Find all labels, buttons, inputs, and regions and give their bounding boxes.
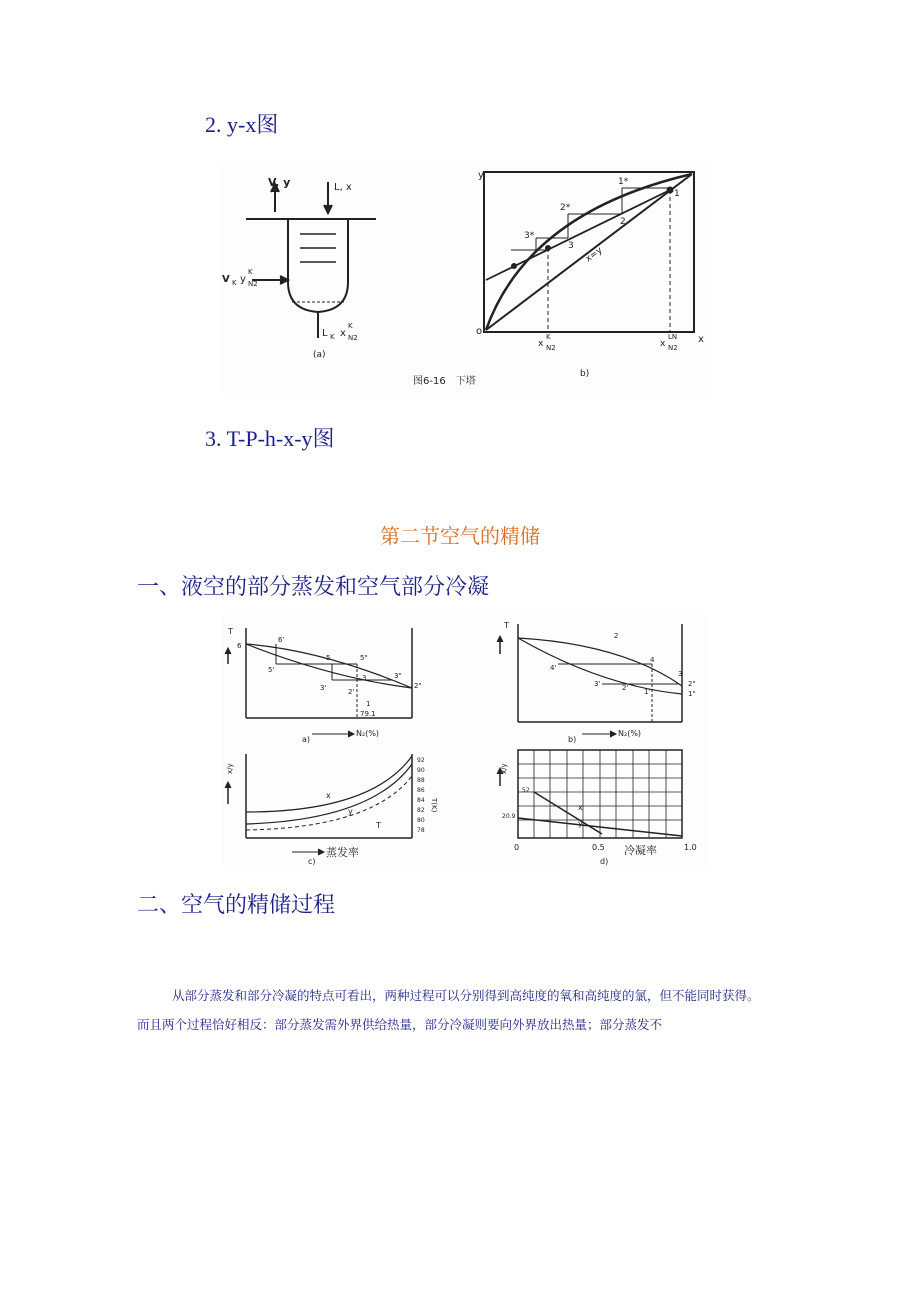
yx-xk-sub: N2 bbox=[546, 344, 556, 352]
c-tick-84: 84 bbox=[417, 797, 425, 804]
b-pt-4p: 4' bbox=[550, 664, 557, 672]
c-label: c) bbox=[308, 857, 316, 866]
yx-xl-sup: LN bbox=[668, 333, 678, 341]
figure-lower-column-svg bbox=[218, 162, 712, 394]
label-lx: L, x bbox=[334, 182, 352, 193]
diagram-c bbox=[225, 754, 412, 855]
label-vk-y: y bbox=[240, 274, 246, 285]
d-tick-05: 0.5 bbox=[592, 843, 605, 852]
label-lk: L bbox=[322, 328, 328, 339]
a-pt-2p: 2' bbox=[348, 688, 355, 696]
a-x-axis: N₂(%) bbox=[356, 729, 380, 738]
c-right-ticks bbox=[417, 757, 425, 834]
yx-pt-2star: 2* bbox=[560, 203, 571, 213]
b-pt-2p: 2' bbox=[622, 684, 629, 692]
label-lk-x-sub: N2 bbox=[348, 334, 358, 342]
diagram-d bbox=[497, 750, 682, 838]
figure1-caption: 图6-16 下塔 bbox=[413, 376, 476, 387]
b-pt-3: 3 bbox=[678, 670, 683, 678]
label-lk-sub: K bbox=[330, 333, 335, 341]
d-y-axis: x/y bbox=[500, 763, 508, 774]
b-pt-1p: 1' bbox=[644, 688, 651, 696]
d-x-axis: 冷凝率 bbox=[624, 844, 657, 857]
yx-pt-3: 3 bbox=[568, 241, 574, 251]
d-tick-209: 20.9 bbox=[502, 813, 516, 820]
d-curve-y: y bbox=[578, 819, 583, 828]
column-sketch bbox=[246, 182, 376, 338]
a-pt-3: 3 bbox=[362, 674, 367, 682]
heading-tphxy-diagram: 3. T-P-h-x-y图 bbox=[205, 426, 335, 451]
section-title: 第二节空气的精储 bbox=[380, 524, 540, 548]
a-pt-2pp: 2" bbox=[414, 682, 422, 690]
b-pt-1pp: 1" bbox=[688, 690, 696, 698]
c-tick-86: 86 bbox=[417, 787, 425, 794]
a-y-axis: T bbox=[228, 627, 233, 636]
c-tick-80: 80 bbox=[417, 817, 425, 824]
yx-xl-sub: N2 bbox=[668, 344, 678, 352]
heading-y-x-diagram: 2. y-x图 bbox=[205, 112, 279, 137]
yx-y-axis: y bbox=[478, 170, 484, 181]
diagram-b bbox=[497, 624, 682, 737]
c-curve-y: y bbox=[348, 807, 353, 816]
d-label: d) bbox=[600, 857, 609, 866]
d-curve-x: x bbox=[578, 803, 583, 812]
yx-pt-1star: 1* bbox=[618, 177, 629, 187]
d-tick-52: 52 bbox=[522, 787, 530, 794]
label-vy: V, y bbox=[268, 176, 291, 189]
figure-evaporation-condensation bbox=[222, 614, 710, 868]
subheading-rectification-process: 二、空气的精储过程 bbox=[137, 893, 336, 918]
figure-evaporation-condensation-svg bbox=[222, 614, 710, 868]
a-label: a) bbox=[302, 735, 311, 744]
a-pt-5pp: 5" bbox=[360, 654, 368, 662]
c-tick-88: 88 bbox=[417, 777, 425, 784]
yx-xk-sup: K bbox=[546, 333, 551, 341]
c-y-axis: x/y bbox=[226, 763, 234, 774]
c-curve-x: x bbox=[326, 791, 331, 800]
paragraph-line-1: 从部分蒸发和部分冷凝的特点可看出，两种过程可以分别得到高纯度的氧和高纯度的氯，但不能同时获得。 bbox=[172, 988, 760, 1003]
b-pt-4: 4 bbox=[650, 656, 655, 664]
label-vk-y-sup: K bbox=[248, 268, 253, 276]
a-pt-3p: 3' bbox=[320, 684, 327, 692]
d-tick-0: 0 bbox=[514, 843, 520, 852]
paragraph-line-2: 而且两个过程恰好相反：部分蒸发需外界供给热量，部分冷凝则要向外界放出热量；部分蒸发不 bbox=[137, 1017, 663, 1032]
a-pt-6p: 6' bbox=[278, 636, 285, 644]
c-tick-92: 92 bbox=[417, 757, 425, 764]
yx-pt-2: 2 bbox=[620, 217, 626, 227]
a-pt-3pp: 3" bbox=[394, 672, 402, 680]
d-tick-10: 1.0 bbox=[684, 843, 697, 852]
yx-pt-1: 1 bbox=[674, 189, 680, 199]
a-pt-1: 1 bbox=[366, 700, 371, 708]
c-tick-82: 82 bbox=[417, 807, 425, 814]
yx-pt-3star: 3* bbox=[524, 231, 535, 241]
c-tick-78: 78 bbox=[417, 827, 425, 834]
b-pt-3p: 3' bbox=[594, 680, 601, 688]
b-x-axis: N₂(%) bbox=[618, 729, 642, 738]
c-x-axis: 蒸发率 bbox=[326, 846, 359, 859]
label-lk-x: x bbox=[340, 328, 346, 339]
a-pt-5p: 5' bbox=[268, 666, 275, 674]
yx-xk: x bbox=[538, 339, 544, 349]
b-pt-2: 2 bbox=[614, 632, 619, 640]
yx-x-axis: x bbox=[698, 334, 704, 345]
b-pt-2pp: 2" bbox=[688, 680, 696, 688]
label-vk-y-sub: N2 bbox=[248, 280, 258, 288]
figure-lower-column bbox=[218, 162, 712, 394]
b-y-axis: T bbox=[504, 621, 509, 630]
label-a: (a) bbox=[313, 350, 326, 360]
label-vk: V bbox=[222, 274, 230, 285]
label-vk-sub: K bbox=[232, 279, 237, 287]
yx-diag-label: x=y bbox=[583, 245, 605, 265]
yx-xl: x bbox=[660, 339, 666, 349]
subheading-partial-evaporation: 一、液空的部分蒸发和空气部分冷凝 bbox=[137, 575, 490, 600]
c-curve-t: T bbox=[376, 821, 381, 830]
diagram-a bbox=[225, 628, 412, 737]
c-tick-90: 90 bbox=[417, 767, 425, 774]
a-pt-79: 79.1 bbox=[360, 710, 376, 718]
yx-origin: o bbox=[476, 326, 483, 337]
label-lk-x-sup: K bbox=[348, 322, 353, 330]
a-pt-5: 5 bbox=[326, 654, 331, 662]
yx-label-b: b) bbox=[580, 369, 590, 379]
a-pt-6: 6 bbox=[237, 642, 242, 650]
c-y2-axis: T(K) bbox=[430, 798, 438, 813]
b-label: b) bbox=[568, 735, 577, 744]
